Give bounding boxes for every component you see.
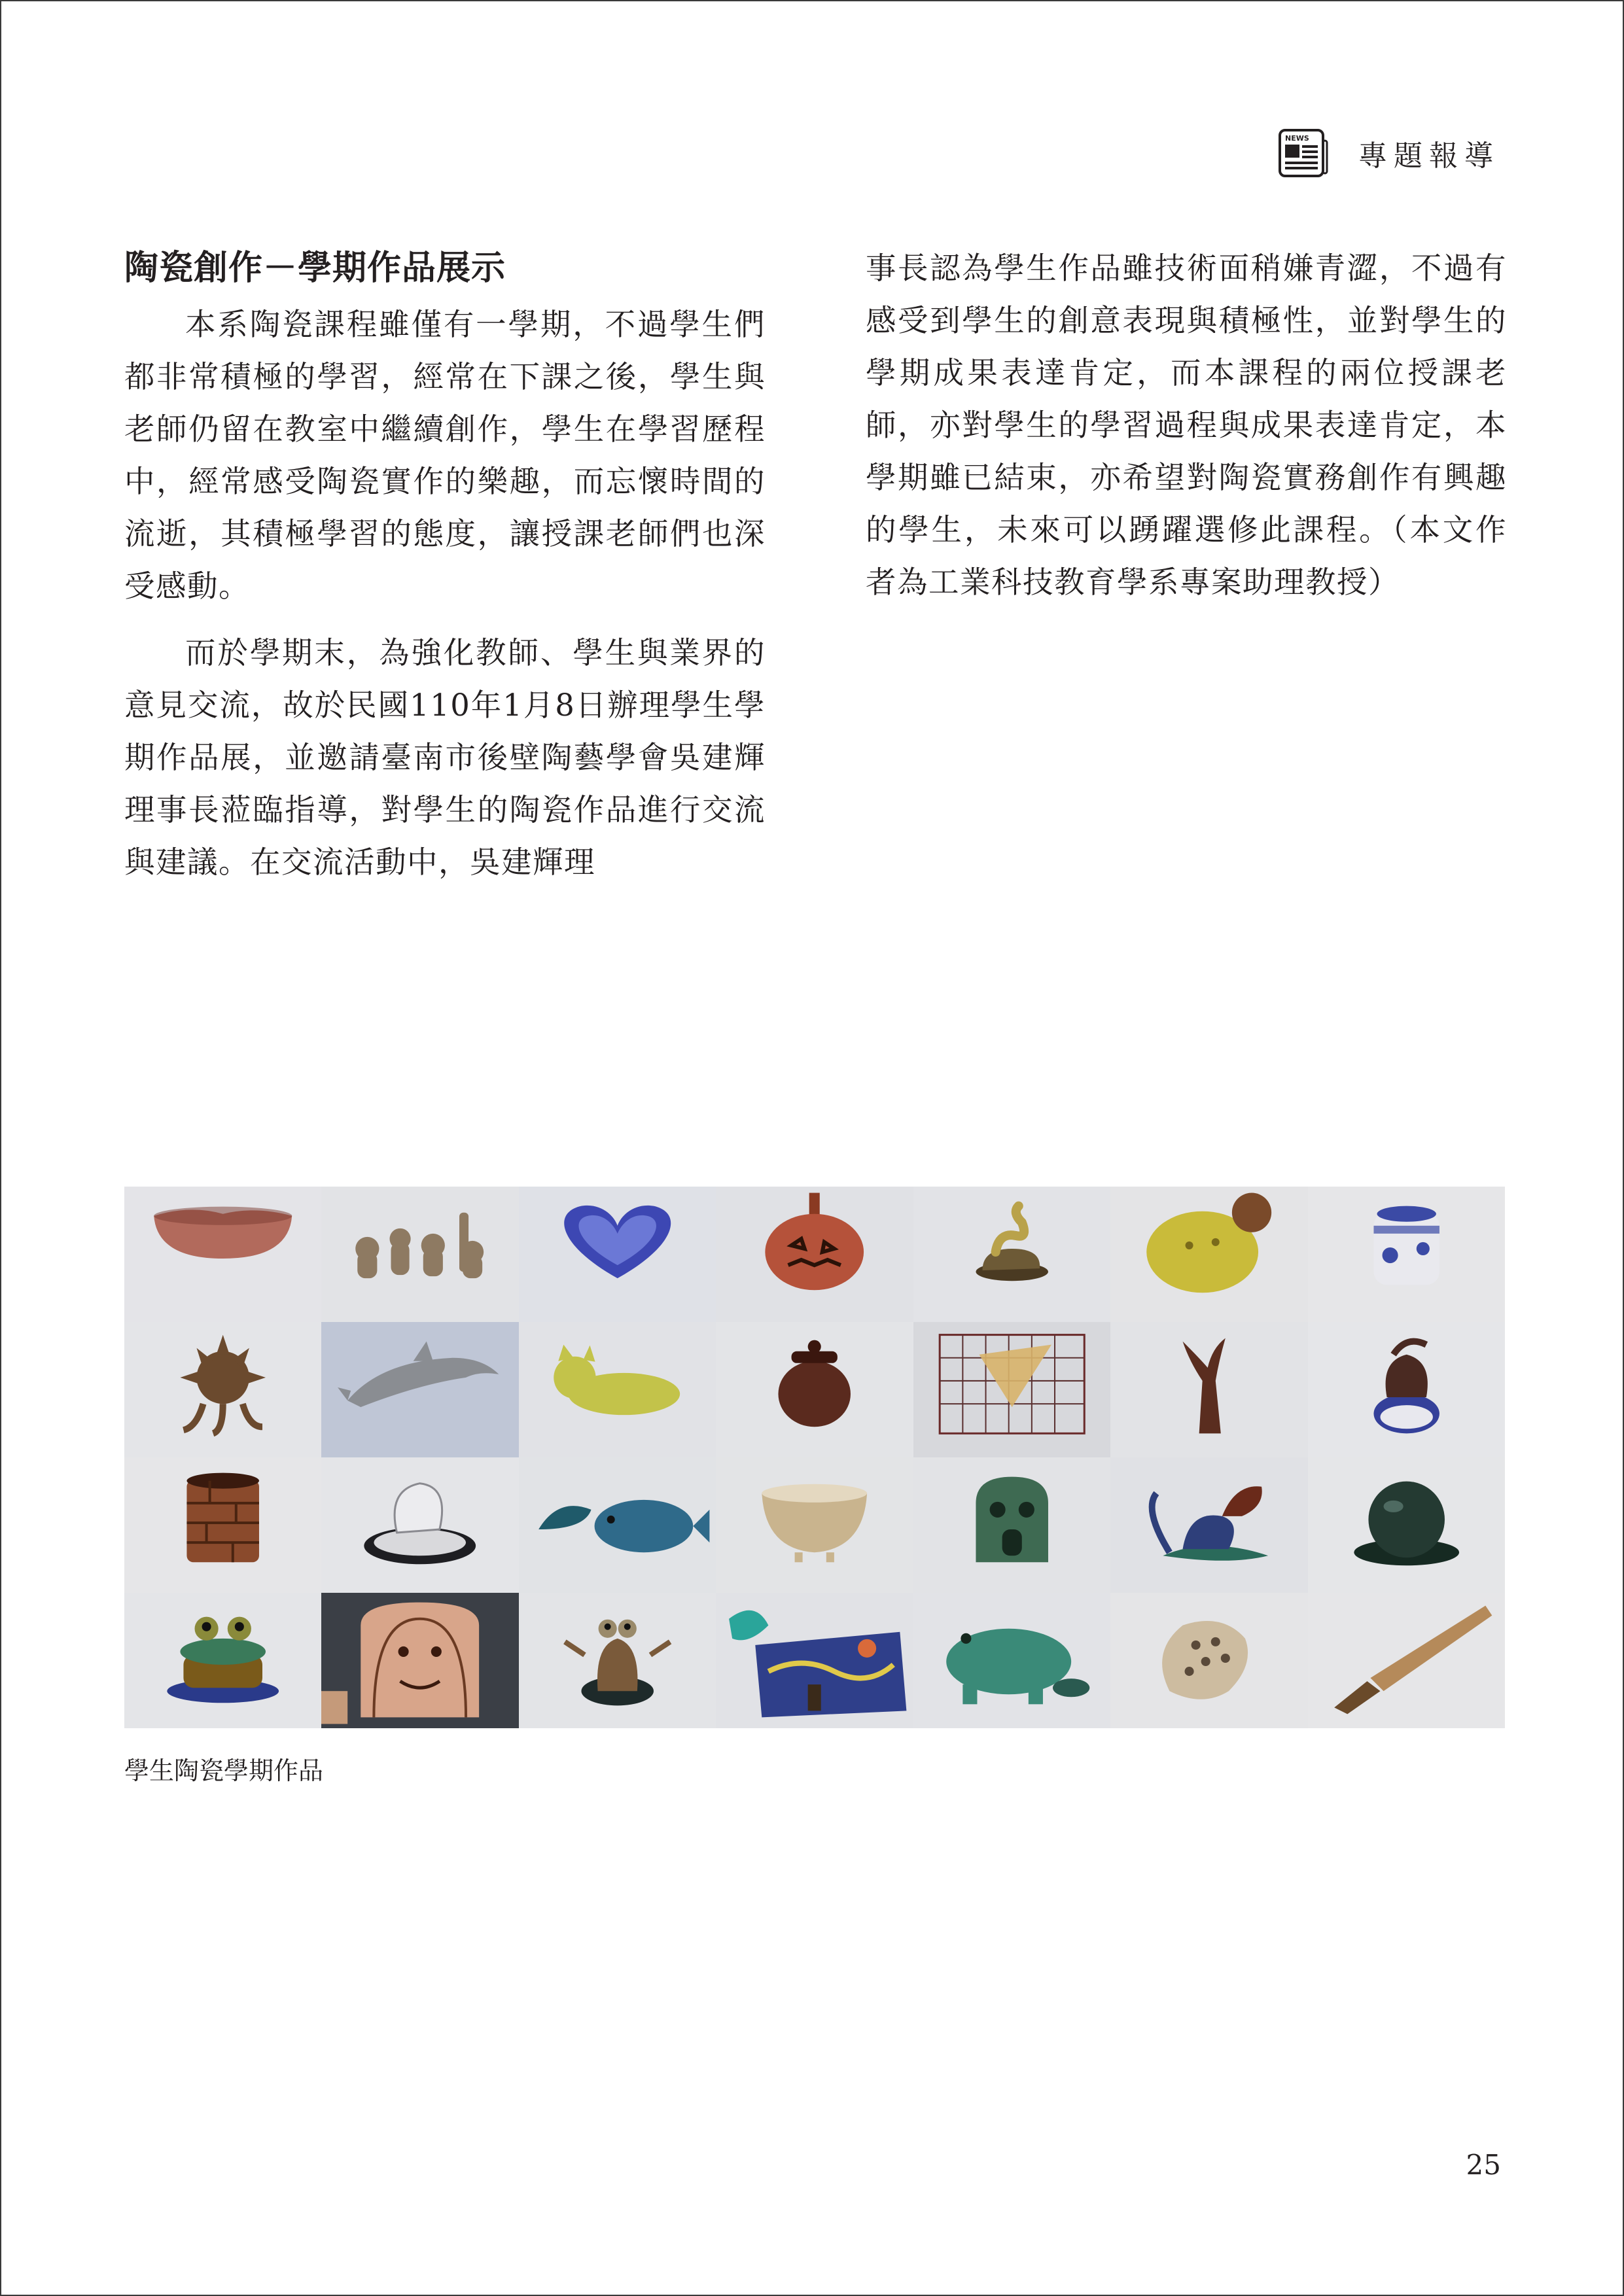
- ceramic-illustration: [1110, 1593, 1307, 1728]
- ceramic-illustration: [1110, 1457, 1307, 1593]
- ceramic-photo-face: [913, 1457, 1110, 1593]
- section-title: 專題報導: [1358, 139, 1500, 173]
- ceramic-illustration: [519, 1322, 716, 1457]
- ceramic-photo-tree: [1110, 1322, 1307, 1457]
- ceramic-illustration: [1308, 1187, 1505, 1322]
- ceramic-illustration: [519, 1457, 716, 1593]
- ceramic-photo-ocarina: [1110, 1593, 1307, 1728]
- ceramic-photo-bowl: [124, 1187, 321, 1322]
- article-column-left: [124, 242, 766, 903]
- ceramic-illustration: [716, 1593, 913, 1728]
- ceramic-illustration: [913, 1187, 1110, 1322]
- article-paragraph-2: 而於學期末，為強化教師、學生與業界的意見交流，故於民國110年1月8日辦理學生學期作品展，並邀請臺南市後壁陶藝學會吳建輝理事長蒞臨指導，對學生的陶瓷作品進行交流與建議。在交流活動中，吳建輝理: [124, 635, 766, 880]
- ceramic-photo-sphere: [1308, 1457, 1505, 1593]
- ceramic-photo-cup: [716, 1457, 913, 1593]
- ceramic-photo-hippo: [913, 1593, 1110, 1728]
- article-paragraph-3: 事長認為學生作品雖技術面稍嫌青澀，不過有感受到學生的創意表現與積極性，並對學生的學期成果表達肯定，而本課程的兩位授課老師，亦對學生的學習過程與成果表達肯定，本學期雖已結束，亦希望對陶瓷實務創作有興趣的學生，未來可以踴躍選修此課程。（本文作者為工業科技教育學系專案助理教授）: [866, 251, 1507, 600]
- ceramic-illustration: [1110, 1322, 1307, 1457]
- ceramic-illustration: [913, 1593, 1110, 1728]
- ceramic-illustration: [321, 1593, 518, 1728]
- ceramic-photo-lizard: [1110, 1457, 1307, 1593]
- ceramic-photo-swirl: [913, 1187, 1110, 1322]
- ceramic-illustration: [321, 1187, 518, 1322]
- ceramic-illustration: [1308, 1322, 1505, 1457]
- ceramic-photo-crab: [519, 1593, 716, 1728]
- ceramic-photo-jar: [1308, 1187, 1505, 1322]
- ceramic-photo-fish: [519, 1457, 716, 1593]
- ceramic-photo-dolphin: [321, 1322, 518, 1457]
- page-number: 25: [1466, 2149, 1501, 2181]
- ceramic-photo-portrait: [321, 1593, 518, 1728]
- ceramic-illustration: [1308, 1457, 1505, 1593]
- ceramic-photo-grill: [913, 1322, 1110, 1457]
- ceramic-illustration: [124, 1593, 321, 1728]
- ceramic-photo-pumpkin: [716, 1187, 913, 1322]
- ceramic-illustration: [1110, 1187, 1307, 1322]
- ceramics-photo-gallery: [124, 1187, 1505, 1728]
- ceramic-illustration: [321, 1322, 518, 1457]
- ceramic-illustration: [913, 1457, 1110, 1593]
- ceramic-photo-frog: [124, 1593, 321, 1728]
- ceramic-illustration: [519, 1187, 716, 1322]
- ceramic-illustration: [321, 1457, 518, 1593]
- ceramic-illustration: [124, 1187, 321, 1322]
- ceramic-photo-pot: [716, 1322, 913, 1457]
- ceramic-photo-starry: [716, 1593, 913, 1728]
- ceramic-illustration: [716, 1457, 913, 1593]
- ceramic-photo-figures: [321, 1187, 518, 1322]
- ceramic-photo-sun: [124, 1322, 321, 1457]
- ceramic-illustration: [716, 1187, 913, 1322]
- ceramic-photo-brick: [124, 1457, 321, 1593]
- ceramic-photo-cat: [519, 1322, 716, 1457]
- ceramic-photo-vase: [1308, 1322, 1505, 1457]
- ceramic-illustration: [124, 1322, 321, 1457]
- ceramic-photo-knife: [1308, 1593, 1505, 1728]
- article-column-right: [866, 242, 1507, 623]
- ceramic-photo-blob: [1110, 1187, 1307, 1322]
- gallery-caption: 學生陶瓷學期作品: [124, 1756, 324, 1785]
- ceramic-photo-shell: [321, 1457, 518, 1593]
- ceramic-illustration: [1308, 1593, 1505, 1728]
- ceramic-illustration: [124, 1457, 321, 1593]
- newspaper-icon: [1276, 128, 1330, 179]
- ceramic-illustration: [519, 1593, 716, 1728]
- section-header: [1276, 128, 1500, 179]
- newspaper-icon-text: NEWS: [1285, 134, 1309, 143]
- ceramic-photo-heart: [519, 1187, 716, 1322]
- ceramic-illustration: [716, 1322, 913, 1457]
- article-title: 陶瓷創作－學期作品展示: [124, 248, 506, 288]
- ceramic-illustration: [913, 1322, 1110, 1457]
- article-paragraph-1: 本系陶瓷課程雖僅有一學期，不過學生們都非常積極的學習，經常在下課之後，學生與老師仍留在教室中繼續創作，學生在學習歷程中，經常感受陶瓷實作的樂趣，而忘懷時間的流逝，其積極學習的態度，讓授課老師們也深受感動。: [124, 307, 766, 604]
